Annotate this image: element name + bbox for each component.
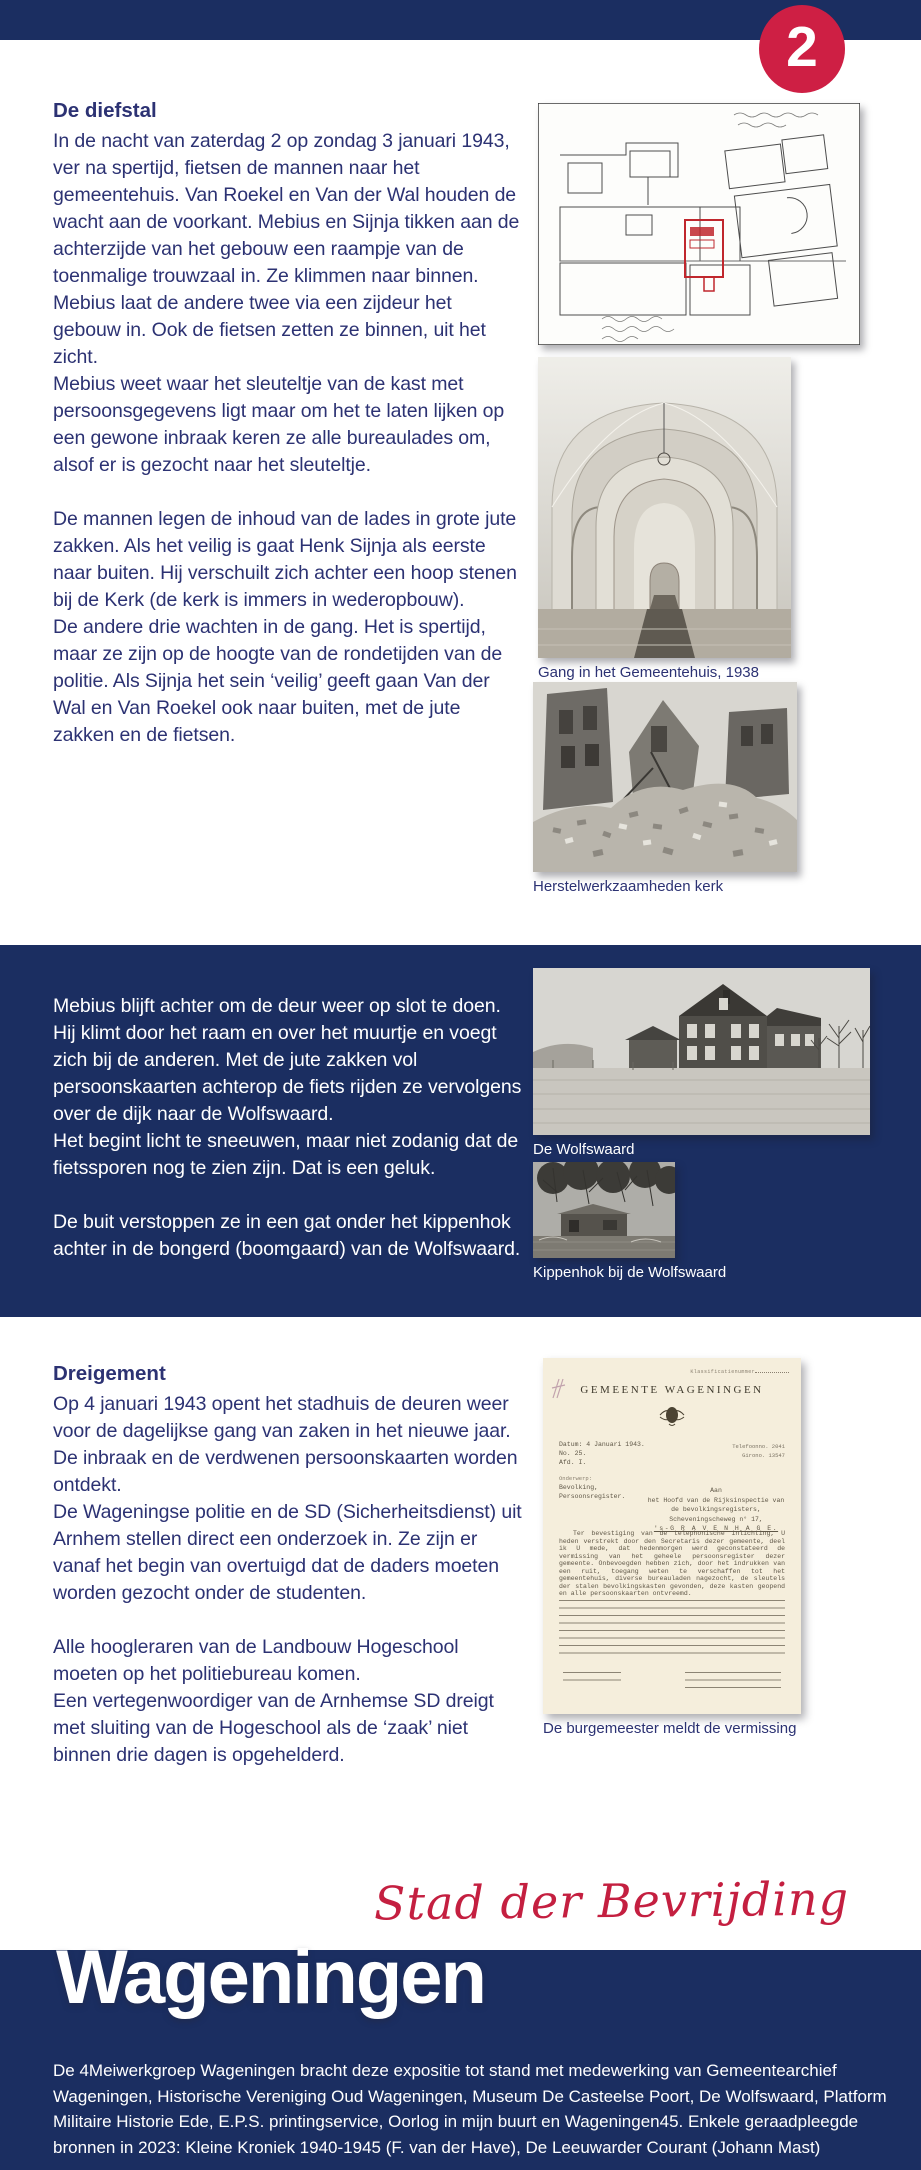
theft-paragraph: De mannen legen de inhoud van de lades in grote jute zakken. Als het veilig is gaat Henk Sijnja als eerste naar buiten. Hij verschuilt zich achter een hoop stenen bij de Kerk (de kerk is immers in wederopbouw).	[53, 508, 517, 611]
letter-giro: Girono. 13547	[742, 1452, 785, 1459]
wolfswaard-photo	[533, 968, 870, 1135]
burgemeester-letter-figure	[543, 1358, 801, 1737]
letter-date: Datum: 4 Januari 1943.	[559, 1441, 645, 1448]
escape-paragraph: Mebius blijft achter om de deur weer op slot te doen. Hij klimt door het raam en over het muurtje en voegt zich bij de anderen. Met de jute zakken vol persoonskaarten achterop de fiets rijden ze vervolgens over de dijk naar de Wolfswaard.	[53, 995, 522, 1125]
letter-phone: Telefoonno. 2041	[732, 1443, 785, 1450]
city-logo-wordmark: Wageningen	[56, 1935, 485, 2020]
theft-paragraph: Mebius weet waar het sleuteltje van de kast met persoonsgegevens ligt maar om het te laten lijken op een gewone inbraak keren ze alle bureaulades om, alsof er is gezocht naar het sleuteltje.	[53, 373, 505, 476]
letter-header: GEMEENTE WAGENINGEN	[580, 1384, 764, 1396]
kippenhok-photo	[533, 1162, 675, 1258]
escape-paragraph: De buit verstoppen ze in een gat onder het kippenhok achter in de bongerd (boomgaard) van de Wolfswaard.	[53, 1211, 521, 1260]
escape-section	[53, 993, 523, 1263]
church-repair-photo-caption: Herstelwerkzaamheden kerk	[533, 878, 724, 895]
letter-addressee	[643, 1486, 789, 1534]
corridor-photo	[538, 357, 791, 658]
letter-contact	[732, 1442, 785, 1460]
letter-subject-line: Persoonsregister.	[559, 1493, 626, 1500]
threat-heading: Dreigement	[53, 1362, 166, 1385]
letter-addressee-line: het Hoofd van de Rijksinspectie van	[647, 1496, 785, 1504]
letter-subject-line: Bevolking,	[559, 1484, 599, 1491]
letter-meta	[559, 1440, 645, 1467]
letter-caption: De burgemeester meldt de vermissing	[543, 1720, 797, 1737]
wolfswaard-photo-figure	[533, 968, 870, 1158]
threat-paragraph: De Wageningse politie en de SD (Sicherheitsdienst) uit Arnhem stellen direct een onderzoek in. Ze zijn er vanaf het begin van overtuigd dat de daders moeten worden gezocht onder de studenten.	[53, 1501, 522, 1604]
letter-signature-lines	[685, 1672, 781, 1688]
letter-addressee-line: 's-G R A V E N H A G E.	[653, 1525, 779, 1532]
theft-section	[53, 99, 523, 749]
letter-document	[543, 1358, 801, 1714]
kippenhok-photo-figure	[533, 1162, 726, 1281]
letter-addressee-line: de bevolkingsregisters,	[671, 1506, 761, 1513]
wolfswaard-photo-caption: De Wolfswaard	[533, 1141, 635, 1158]
letter-classification-label: Klassificatienummer	[690, 1369, 755, 1375]
church-repair-photo	[533, 682, 797, 872]
floorplan-drawing	[538, 103, 860, 345]
threat-paragraph: Alle hoogleraren van de Landbouw Hogeschool moeten op het politiebureau komen.	[53, 1636, 459, 1685]
church-repair-photo-figure	[533, 682, 797, 895]
letter-afd: Afd. I.	[559, 1459, 587, 1466]
floorplan-figure	[538, 103, 860, 345]
panel-number-badge	[759, 5, 845, 93]
letter-addressee-line: Aan	[710, 1487, 722, 1494]
letter-secretary-lines	[563, 1672, 621, 1681]
letter-addressee-line: Scheveningscheweg n° 17,	[669, 1515, 763, 1523]
kippenhok-photo-caption: Kippenhok bij de Wolfswaard	[533, 1264, 727, 1281]
threat-paragraph: Een vertegenwoordiger van de Arnhemse SD dreigt met sluiting van de Hogeschool als de ‘zaak’ niet binnen drie dagen is opgehelderd.	[53, 1690, 494, 1766]
theft-paragraph: De andere drie wachten in de gang. Het is spertijd, maar ze zijn op de hoogte van de rondetijden van de politie. Als Sijnja het sein ‘veilig’ geeft gaan Van der Wal en Van Roekel ook naar buiten, met de jute zakken en de fietsen.	[53, 616, 503, 746]
letter-subject-label: Onderwerp:	[559, 1475, 593, 1482]
letter-body-lines	[559, 1600, 785, 1660]
coat-of-arms-icon	[657, 1400, 687, 1430]
corridor-photo-figure	[538, 357, 791, 681]
corridor-photo-caption: Gang in het Gemeentehuis, 1938	[538, 664, 759, 681]
panel-number: 2	[786, 15, 818, 79]
letter-number: No. 25.	[559, 1450, 587, 1457]
letter-body-text: Ter bevestiging van de telephonische inlichting, U heden verstrekt door den Secretaris dezer gemeente, deel ik U mede, dat hedenmorgen werd geconstateerd de vermissing van het geheele persoonsregister dezer gemeente. Onbevoegden hebben zich, door het indrukken van een ruit, toegang weten te verschaffen tot het gemeentehuis, diverse bureauladen nagezocht, de sleutels der stalen bevolkingskasten gevonden, deze kasten geopend en alle persoonskaarten ontvreemd.	[559, 1530, 785, 1597]
theft-heading: De diefstal	[53, 99, 157, 122]
threat-paragraph: Op 4 januari 1943 opent het stadhuis de deuren weer voor de dagelijkse gang van zaken in het nieuwe jaar. De inbraak en de verdwenen persoonskaarten worden ontdekt.	[53, 1393, 518, 1496]
credits-text: De 4Meiwerkgroep Wageningen bracht deze expositie tot stand met medewerking van Gemeentearchief Wageningen, Historische Vereniging Oud Wageningen, Museum De Casteelse Poort, De Wolfswaard, Platform Militaire Historie Ede, E.P.S. printingservice, Oorlog in mijn buurt en Wageningen45. Enkele geraadpleegde bronnen in 2023: Kleine Kroniek 1940-1945 (F. van der Have), De Leeuwarder Courant (Johann Mast)	[53, 2061, 887, 2157]
letter-classification	[690, 1369, 789, 1375]
city-logo-tagline: Stad der Bevrijding	[373, 1871, 850, 1931]
escape-paragraph: Het begint licht te sneeuwen, maar niet zodanig dat de fietssporen nog te zien zijn. Dat is een geluk.	[53, 1130, 519, 1179]
letter-subject	[559, 1474, 625, 1501]
threat-section	[53, 1362, 523, 1769]
theft-paragraph: In de nacht van zaterdag 2 op zondag 3 januari 1943, ver na spertijd, fietsen de mannen naar het gemeentehuis. Van Roekel en Van der Wal houden de wacht aan de voorkant. Mebius en Sijnja tikken aan de achterzijde van het gebouw een raampje van de toenmalige trouwzaal in. Ze klimmen naar binnen. Mebius laat de andere twee via een zijdeur het gebouw in. Ook de fietsen zetten ze binnen, uit het zicht.	[53, 130, 520, 368]
